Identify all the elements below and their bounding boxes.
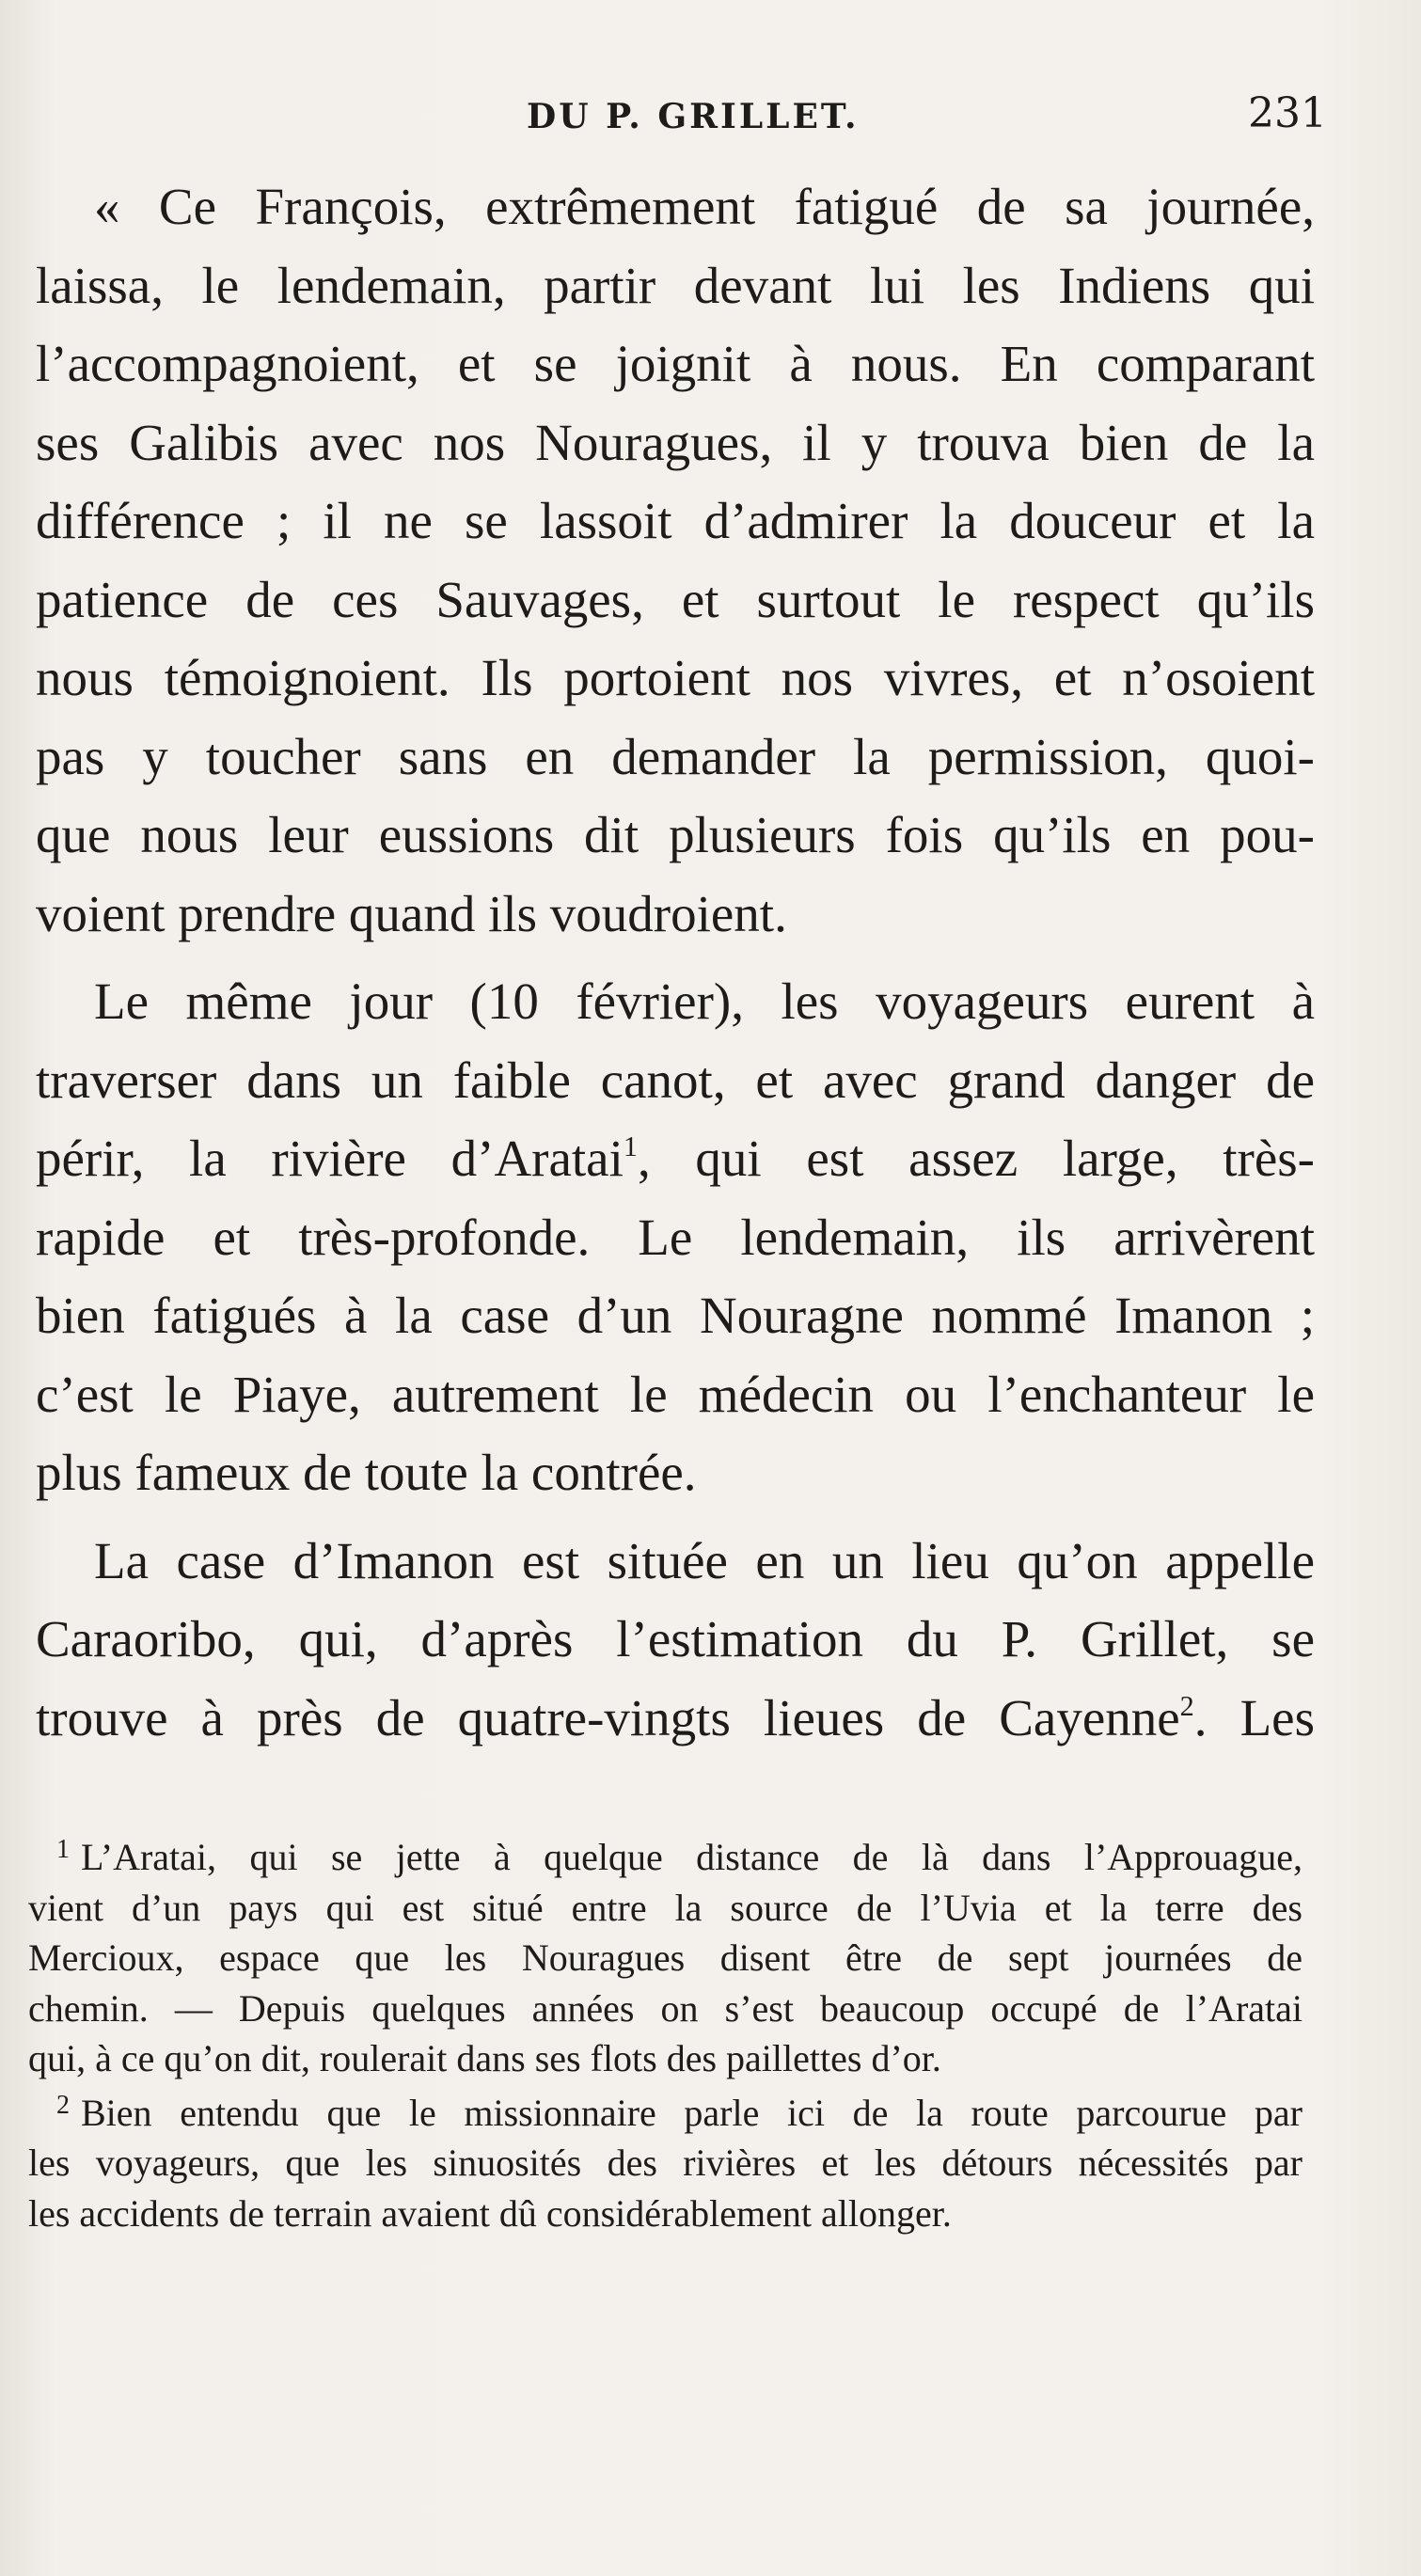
footnote-line: les accidents de terrain avaient dû considérablement allonger. xyxy=(28,2191,952,2235)
footnote-line: vient d’un pays qui est situé entre la source de l’Uvia et la terre des xyxy=(28,1886,1303,1929)
text-line: ses Galibis avec nos Nouragues, il y trouva bien de la xyxy=(36,413,1315,471)
footnote-ref-2[interactable]: 2 xyxy=(1179,1689,1194,1722)
text-line: traverser dans un faible canot, et avec grand danger de xyxy=(36,1051,1315,1109)
text-line xyxy=(36,1119,1315,1198)
text-line: rapide et très-profonde. Le lendemain, ils arrivèrent xyxy=(36,1208,1315,1266)
page-header xyxy=(0,89,1421,146)
footnote-mark: 1 xyxy=(56,1835,70,1865)
footnote-line xyxy=(28,1832,1303,1883)
footnote-line: les voyageurs, que les sinuosités des rivières et les détours nécessités par xyxy=(28,2141,1303,2184)
footnote-text: Bien entendu que le missionnaire parle ici de la route parcourue par xyxy=(81,2091,1303,2134)
text-line xyxy=(36,1679,1315,1758)
paragraph-1 xyxy=(36,167,1315,953)
footnote-line: chemin. — Depuis quelques années on s’est beaucoup occupé de l’Aratai xyxy=(28,1986,1303,2030)
text-segment: trouve à près de quatre-vingts lieues de Cayenne xyxy=(36,1688,1180,1746)
text-line: différence ; il ne se lassoit d’admirer la douceur et la xyxy=(36,492,1315,549)
text-line: La case d’Imanon est située en un lieu qu’on appelle xyxy=(94,1531,1315,1589)
footnote-line: Mercioux, espace que les Nouragues disent être de sept journées de xyxy=(28,1936,1303,1979)
footnote-mark: 2 xyxy=(56,2090,70,2120)
footnote-line xyxy=(28,2088,1303,2139)
text-line: « Ce François, extrêmement fatigué de sa journée, xyxy=(94,178,1315,235)
text-segment: . Les xyxy=(1193,1688,1315,1746)
text-line: que nous leur eussions dit plusieurs fois qu’ils en pou- xyxy=(36,806,1315,863)
paragraph-3 xyxy=(36,1522,1315,1758)
footnote-1 xyxy=(28,1832,1303,2084)
paragraph-2 xyxy=(36,962,1315,1512)
text-line: Caraoribo, qui, d’après l’estimation du P. Grillet, se xyxy=(36,1610,1315,1667)
text-line: pas y toucher sans en demander la permission, quoi- xyxy=(36,727,1315,785)
body-text xyxy=(36,167,1315,1757)
text-line: l’accompagnoient, et se joignit à nous. En comparant xyxy=(36,335,1315,392)
text-segment: périr, la rivière d’Aratai xyxy=(36,1130,624,1187)
text-line: nous témoignoient. Ils portoient nos vivres, et n’osoient xyxy=(36,649,1315,706)
footnote-text: L’Aratai, qui se jette à quelque distance de là dans l’Approuague, xyxy=(81,1836,1303,1878)
text-line: bien fatigués à la case d’un Nouragne nommé Imanon ; xyxy=(36,1287,1315,1344)
running-title: DU P. GRILLET. xyxy=(527,97,860,136)
page-number: 231 xyxy=(1248,89,1327,137)
text-line: voient prendre quand ils voudroient. xyxy=(36,884,787,942)
text-line: c’est le Piaye, autrement le médecin ou l’enchanteur le xyxy=(36,1365,1315,1423)
footnote-ref-1[interactable]: 1 xyxy=(623,1130,638,1162)
footnotes xyxy=(28,1832,1303,2238)
text-line: laissa, le lendemain, partir devant lui les Indiens qui xyxy=(36,256,1315,314)
text-line: Le même jour (10 février), les voyageurs eurent à xyxy=(94,972,1315,1030)
text-segment: , qui est assez large, très- xyxy=(638,1130,1315,1187)
text-line: patience de ces Sauvages, et surtout le respect qu’ils xyxy=(36,570,1315,628)
footnote-line: qui, à ce qu’on dit, roulerait dans ses flots des paillettes d’or. xyxy=(28,2037,941,2079)
text-line: plus fameux de toute la contrée. xyxy=(36,1444,697,1501)
footnote-2 xyxy=(28,2088,1303,2239)
